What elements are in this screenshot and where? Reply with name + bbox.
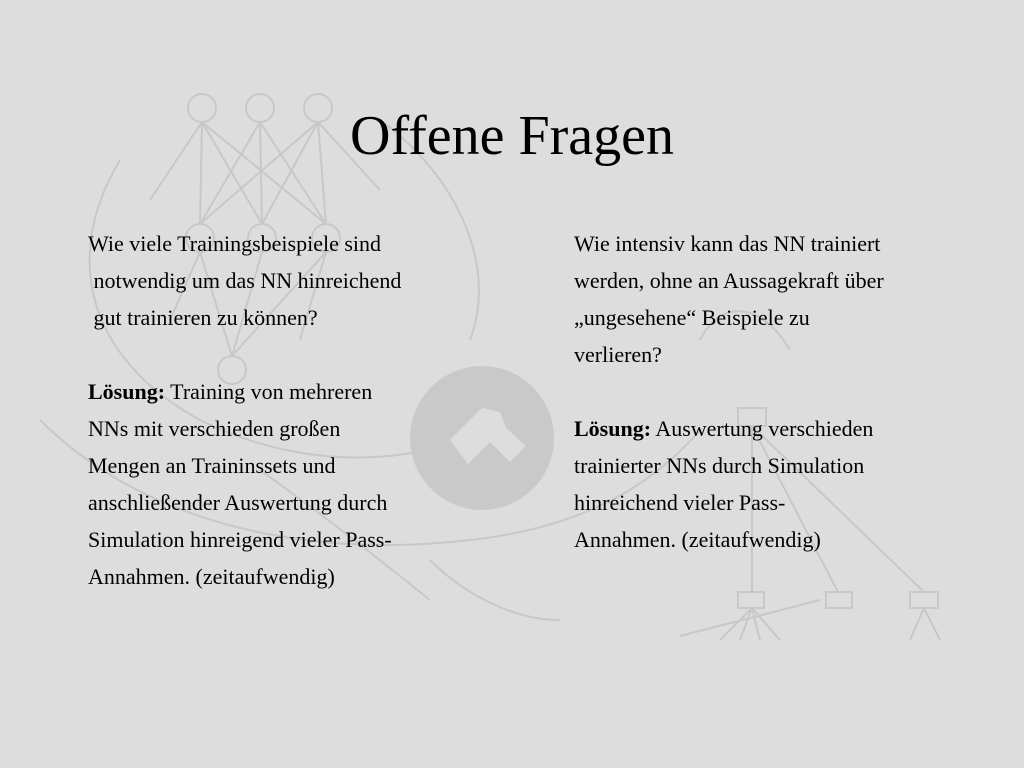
right-solution-line: trainierter NNs durch Simulation [574,453,865,478]
tree-node-box [738,592,764,608]
left-solution-line: NNs mit verschieden großen [88,416,341,441]
left-question-line: notwendig um das NN hinreichend [88,268,402,293]
right-question-line: Wie intensiv kann das NN trainiert [574,231,881,256]
right-question-line: „ungesehene“ Beispiele zu [574,305,810,330]
right-solution-line: hinreichend vieler Pass- [574,490,786,515]
right-solution-label: Lösung: [574,416,652,441]
left-question-line: Wie viele Trainingsbeispiele sind [88,231,382,256]
left-solution-first-text: Training von mehreren [165,379,373,404]
left-question-line: gut trainieren zu können? [88,305,318,330]
paragraph-spacer [88,336,488,373]
right-column [574,225,994,558]
right-question-line: verlieren? [574,342,662,367]
left-solution-line: Simulation hinreigend vieler Pass- [88,527,392,552]
right-solution-first-text: Auswertung verschieden [651,416,874,441]
right-question-line: werden, ohne an Aussagekraft über [574,268,884,293]
left-solution-first-line [88,373,488,410]
tree-node-box [910,592,938,608]
tree-node-box [826,592,852,608]
right-solution-first-line [574,410,994,447]
paragraph-spacer [574,373,994,410]
right-solution-line: Annahmen. (zeitaufwendig) [574,527,821,552]
left-solution-line: Mengen an Traininssets und [88,453,336,478]
left-solution-line: Annahmen. (zeitaufwendig) [88,564,335,589]
slide-title: Offene Fragen [350,105,674,167]
left-solution-label: Lösung: [88,379,166,404]
left-solution-line: anschließender Auswertung durch [88,490,388,515]
left-column [88,225,488,595]
